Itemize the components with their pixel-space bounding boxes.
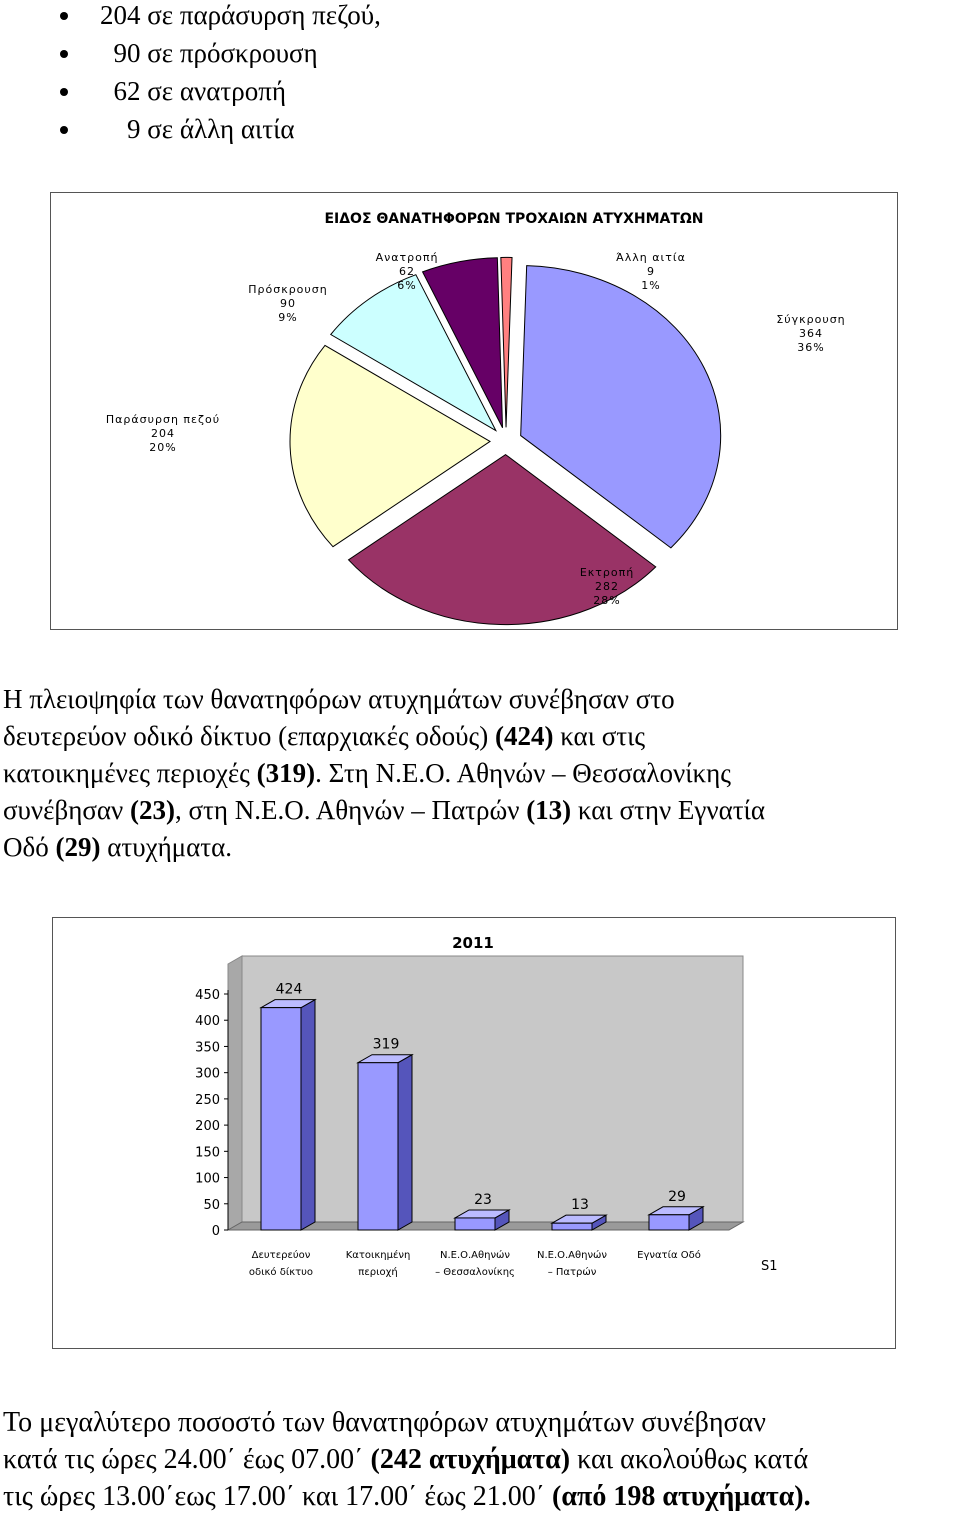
paragraph-line <box>3 829 958 866</box>
paragraph-line <box>3 1478 958 1515</box>
pie-slice-label: Παράσυρση πεζού <box>105 413 221 426</box>
pie-title: ΕΙΔΟΣ ΘΑΝΑΤΗΦΟΡΩΝ ΤΡΟΧΑΙΩΝ ΑΤΥΧΗΜΑΤΩΝ <box>324 211 704 227</box>
pie-slice-label: Σύγκρουση <box>776 313 846 326</box>
x-tick-label: Δευτερεύον <box>251 1250 311 1261</box>
bar-value-label: 29 <box>668 1188 686 1205</box>
bar-value-label: 23 <box>474 1191 492 1208</box>
text-run: κατοικημένες περιοχές <box>3 758 257 788</box>
bold-run: (319) <box>256 758 316 788</box>
pie-slice-label: 204 <box>151 427 175 440</box>
pie-slice-label: 28% <box>593 594 621 607</box>
y-tick-label: 300 <box>195 1066 220 1082</box>
pie-slice-label: 9 <box>647 265 655 278</box>
text-run: δευτερεύον οδικό δίκτυο (επαρχιακές οδούς) <box>3 721 495 751</box>
pie-slice-label: 282 <box>595 580 619 593</box>
text-run: και στις <box>553 721 646 751</box>
series-label: S1 <box>761 1259 778 1274</box>
bar <box>455 1218 495 1230</box>
x-tick-label: Ν.Ε.Ο.Αθηνών <box>439 1250 511 1261</box>
bold-run: (29) <box>55 832 101 862</box>
bullet-text: 90 σε πρόσκρουση <box>100 38 318 68</box>
bar-chart-frame <box>52 917 896 1349</box>
y-tick-label: 250 <box>195 1092 220 1108</box>
bold-run: (424) <box>494 721 554 751</box>
text-run: και στην Εγνατία <box>571 795 765 825</box>
text-run: ατυχήματα. <box>100 832 233 862</box>
paragraph-line <box>3 681 958 718</box>
paragraph-line <box>3 755 958 792</box>
text-run: , στη Ν.Ε.Ο. Αθηνών – Πατρών <box>174 795 527 825</box>
pie-slice-label: Άλλη αιτία <box>616 251 686 264</box>
bar-side <box>301 1000 315 1230</box>
y-tick-label: 0 <box>211 1224 220 1239</box>
paragraph-road-network <box>3 681 958 866</box>
paragraph-line <box>3 718 958 755</box>
bullet-text: 204 σε παράσυρση πεζού, <box>100 0 381 30</box>
pie-slice-label: 36% <box>797 341 825 354</box>
y-tick-label: 400 <box>195 1014 220 1030</box>
y-tick-label: 100 <box>195 1171 220 1187</box>
bullet-text: 62 σε ανατροπή <box>100 76 286 106</box>
bold-run: (242 ατυχήματα) <box>370 1444 571 1475</box>
pie-slice-label: 62 <box>399 265 415 278</box>
text-run: κατά τις ώρες 24.00΄ έως 07.00΄ <box>3 1444 371 1475</box>
pie-slice-label: 20% <box>149 441 177 454</box>
pie-slice-label: Ανατροπή <box>375 251 439 264</box>
bar-value-label: 13 <box>571 1197 589 1214</box>
pie-slice <box>501 257 512 427</box>
x-tick-label: Κατοικημένη <box>345 1250 411 1261</box>
x-tick-label: – Θεσσαλονίκης <box>435 1267 515 1278</box>
pie-slice-label: 90 <box>280 297 296 310</box>
text-run: και ακολούθως κατά <box>570 1444 809 1475</box>
x-tick-label: Εγνατία Οδό <box>637 1250 701 1261</box>
text-run: τις ώρες 13.00΄εως 17.00΄ και 17.00΄ έως 21.00΄ <box>3 1481 553 1512</box>
y-tick-label: 150 <box>195 1145 220 1161</box>
plot-side-wall <box>228 956 242 1230</box>
pie-slice-label: Εκτροπή <box>579 566 635 579</box>
y-tick-label: 200 <box>195 1119 220 1135</box>
bar <box>261 1008 301 1230</box>
bold-run: (από 198 ατυχήματα). <box>552 1481 811 1512</box>
text-run: Οδό <box>3 832 56 862</box>
text-run: Το μεγαλύτερο ποσοστό των θανατηφόρων ατυχημάτων συνέβησαν <box>3 1407 766 1438</box>
pie-slice-label: 6% <box>397 279 417 292</box>
y-tick-label: 450 <box>195 988 220 1003</box>
paragraph-line <box>3 1404 958 1441</box>
bar-value-label: 319 <box>372 1036 400 1053</box>
text-run: Η πλειοψηφία των θανατηφόρων ατυχημάτων συνέβησαν στο <box>3 684 675 714</box>
bar-side <box>398 1055 412 1230</box>
pie-chart <box>51 193 897 629</box>
paragraph-hours <box>3 1404 958 1515</box>
bar <box>649 1215 689 1230</box>
bar <box>552 1223 592 1230</box>
x-tick-label: περιοχή <box>358 1267 398 1278</box>
bar-chart <box>53 918 895 1348</box>
bar-chart-title: 2011 <box>452 934 494 952</box>
text-run: . Στη Ν.Ε.Ο. Αθηνών – Θεσσαλονίκης <box>315 758 731 788</box>
y-tick-label: 350 <box>195 1040 220 1056</box>
plot-back-wall <box>242 956 743 1222</box>
x-tick-label: Ν.Ε.Ο.Αθηνών <box>536 1250 608 1261</box>
pie-slice-label: 364 <box>799 327 823 340</box>
paragraph-line <box>3 1441 958 1478</box>
bar <box>358 1063 398 1230</box>
text-run: συνέβησαν <box>3 795 130 825</box>
pie-slice-label: 1% <box>641 279 661 292</box>
y-tick-label: 50 <box>203 1197 220 1213</box>
pie-slice-label: 9% <box>278 311 298 324</box>
bold-run: (13) <box>526 795 572 825</box>
x-tick-label: οδικό δίκτυο <box>248 1267 314 1278</box>
pie-chart-frame <box>50 192 898 630</box>
bullet-text: 9 σε άλλη αιτία <box>100 114 295 144</box>
paragraph-line <box>3 792 958 829</box>
x-tick-label: – Πατρών <box>547 1267 597 1278</box>
bar-value-label: 424 <box>275 981 303 998</box>
pie-slice-label: Πρόσκρουση <box>248 283 328 296</box>
bold-run: (23) <box>129 795 175 825</box>
